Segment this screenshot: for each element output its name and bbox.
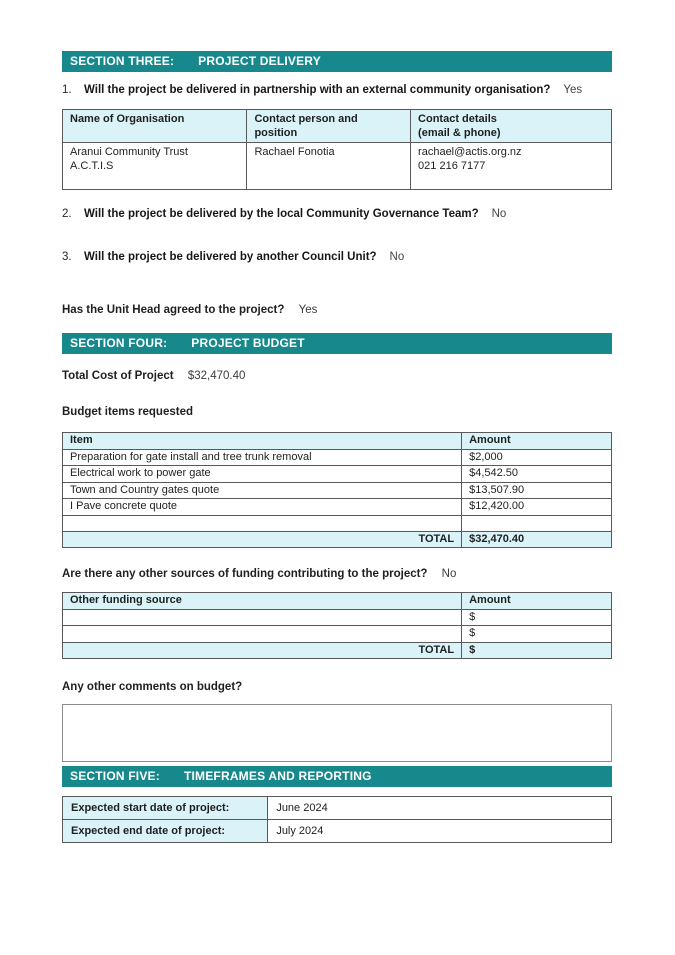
funding-row	[63, 609, 612, 626]
budget-table	[62, 432, 612, 548]
section-three-header	[62, 51, 612, 72]
question-3-answer: No	[389, 251, 405, 263]
section-three-label: SECTION THREE:	[70, 54, 175, 68]
budget-item	[63, 515, 462, 531]
org-header-details-line1: Contact details	[418, 113, 497, 125]
question-3-text: Will the project be delivered by another Council Unit?	[84, 251, 377, 263]
question-3-number: 3.	[62, 251, 72, 263]
funding-total-amount: $	[462, 642, 612, 659]
funding-source	[63, 609, 462, 626]
other-funding-answer: No	[441, 568, 457, 580]
question-3	[62, 250, 612, 265]
other-funding-question-text: Are there any other sources of funding contributing to the project?	[62, 568, 428, 580]
org-email: rachael@actis.org.nz	[418, 146, 522, 158]
funding-amount: $	[462, 626, 612, 643]
section-three-title: PROJECT DELIVERY	[198, 54, 321, 68]
section-five-header	[62, 766, 612, 787]
unit-head-question-text: Has the Unit Head agreed to the project?	[62, 304, 285, 316]
funding-table	[62, 592, 612, 659]
question-2-number: 2.	[62, 208, 72, 220]
budget-item: Preparation for gate install and tree trunk removal	[63, 449, 462, 466]
org-header-name: Name of Organisation	[63, 110, 247, 143]
funding-total-label: TOTAL	[63, 642, 462, 659]
budget-comments-field[interactable]	[62, 704, 612, 762]
timeline-table	[62, 796, 612, 843]
budget-item: Electrical work to power gate	[63, 466, 462, 483]
budget-total-row	[63, 531, 612, 548]
question-2	[62, 207, 612, 222]
funding-total-row	[63, 642, 612, 659]
budget-amount: $13,507.90	[462, 482, 612, 499]
org-name-line1: Aranui Community Trust	[70, 146, 188, 158]
start-date-value: June 2024	[268, 797, 612, 820]
unit-head-answer: Yes	[298, 304, 318, 316]
section-four-title: PROJECT BUDGET	[191, 336, 305, 350]
budget-total-label: TOTAL	[63, 531, 462, 548]
org-header-details-line2: (email & phone)	[418, 127, 501, 139]
end-date-value: July 2024	[268, 820, 612, 843]
document-page	[62, 51, 612, 843]
budget-amount: $4,542.50	[462, 466, 612, 483]
section-five-title: TIMEFRAMES AND REPORTING	[183, 769, 372, 783]
org-header-contact: Contact person and position	[247, 110, 411, 143]
funding-amount: $	[462, 609, 612, 626]
funding-source	[63, 626, 462, 643]
question-1-answer: Yes	[563, 84, 583, 96]
end-date-row	[63, 820, 612, 843]
budget-row	[63, 482, 612, 499]
budget-header-row	[63, 433, 612, 450]
question-1	[62, 83, 612, 98]
funding-header-source: Other funding source	[63, 593, 462, 610]
funding-header-amount: Amount	[462, 593, 612, 610]
budget-row	[63, 449, 612, 466]
budget-item: Town and Country gates quote	[63, 482, 462, 499]
org-phone: 021 216 7177	[418, 160, 486, 172]
budget-header-item: Item	[63, 433, 462, 450]
end-date-label: Expected end date of project:	[63, 820, 268, 843]
unit-head-question	[62, 303, 612, 318]
question-2-answer: No	[491, 208, 507, 220]
budget-items-heading: Budget items requested	[62, 406, 193, 418]
budget-row	[63, 499, 612, 516]
budget-header-amount: Amount	[462, 433, 612, 450]
other-funding-question	[62, 567, 612, 582]
organisation-table-header-row	[63, 110, 612, 143]
question-1-text: Will the project be delivered in partnership with an external community organisation?	[84, 84, 551, 96]
organisation-table	[62, 109, 612, 190]
budget-item: I Pave concrete quote	[63, 499, 462, 516]
section-four-header	[62, 333, 612, 354]
org-name-cell	[63, 143, 247, 190]
total-cost-value: $32,470.40	[187, 370, 246, 382]
budget-amount	[462, 515, 612, 531]
section-five-label: SECTION FIVE:	[70, 769, 160, 783]
question-1-number: 1.	[62, 84, 72, 96]
total-cost-line	[62, 369, 612, 384]
budget-amount: $2,000	[462, 449, 612, 466]
org-name-line2: A.C.T.I.S	[70, 160, 114, 172]
budget-comments-question: Any other comments on budget?	[62, 681, 243, 693]
start-date-label: Expected start date of project:	[63, 797, 268, 820]
org-header-details	[411, 110, 612, 143]
funding-header-row	[63, 593, 612, 610]
budget-row-empty	[63, 515, 612, 531]
budget-amount: $12,420.00	[462, 499, 612, 516]
section-four-label: SECTION FOUR:	[70, 336, 168, 350]
question-2-text: Will the project be delivered by the local Community Governance Team?	[84, 208, 479, 220]
org-details-cell	[411, 143, 612, 190]
budget-total-amount: $32,470.40	[462, 531, 612, 548]
budget-row	[63, 466, 612, 483]
start-date-row	[63, 797, 612, 820]
org-contact-cell: Rachael Fonotia	[247, 143, 411, 190]
organisation-table-data-row	[63, 143, 612, 190]
funding-row	[63, 626, 612, 643]
total-cost-label: Total Cost of Project	[62, 370, 174, 382]
